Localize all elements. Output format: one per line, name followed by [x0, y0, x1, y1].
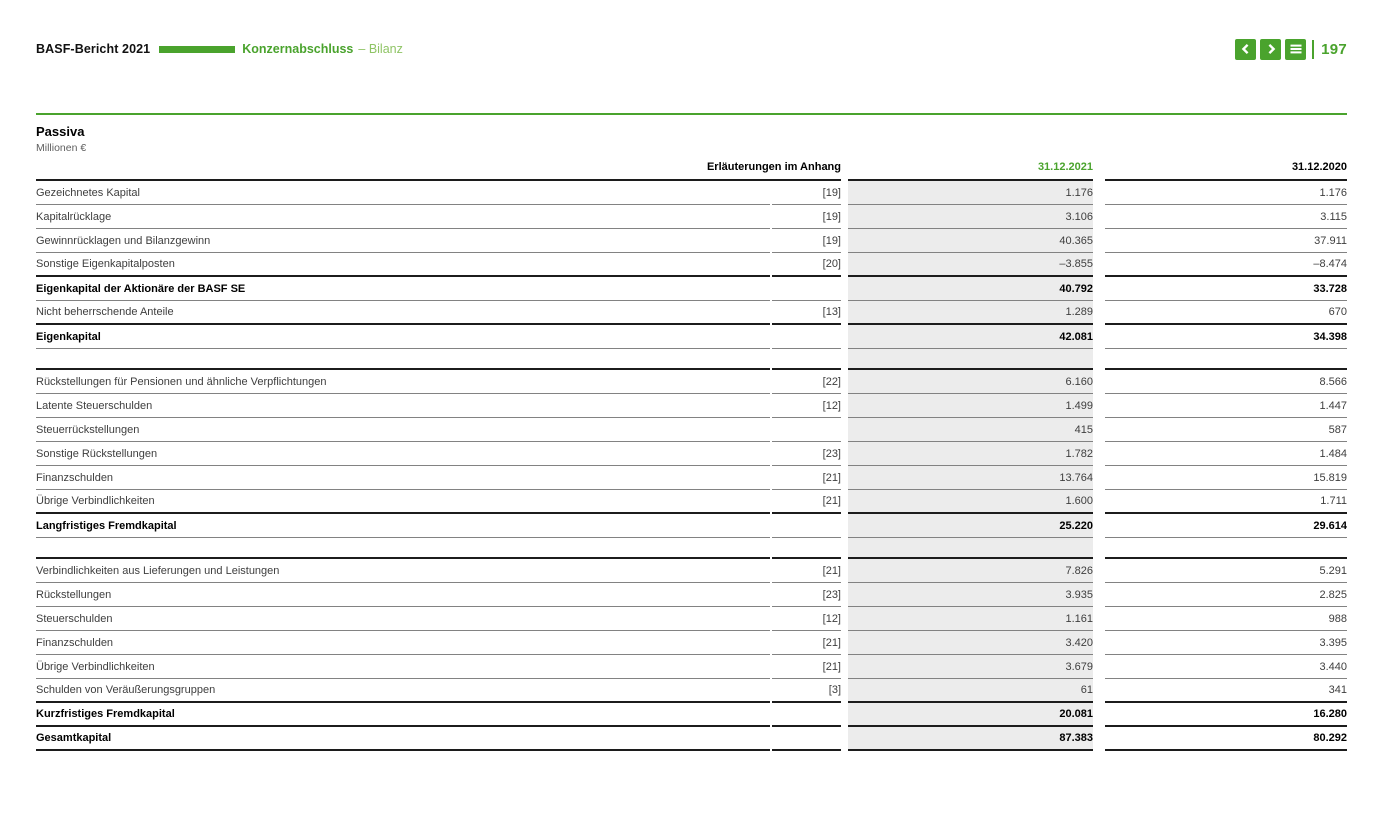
column-gap	[841, 466, 848, 490]
page-title: Passiva	[36, 124, 85, 139]
row-value-2020: 1.447	[1105, 394, 1347, 418]
column-gap	[841, 655, 848, 679]
column-gap	[1093, 253, 1105, 277]
row-value-2021: –3.855	[848, 253, 1093, 277]
table-row	[36, 370, 1347, 394]
row-value-2021: 87.383	[848, 727, 1093, 751]
column-gap	[841, 229, 848, 253]
row-value-2020: 15.819	[1105, 466, 1347, 490]
column-gap	[841, 418, 848, 442]
table-of-contents-button[interactable]	[1285, 39, 1306, 60]
column-gap	[1093, 679, 1105, 703]
column-gap	[841, 607, 848, 631]
row-label: Latente Steuerschulden	[36, 394, 770, 418]
row-value-2021: 415	[848, 418, 1093, 442]
table-row	[36, 559, 1347, 583]
row-value-2020: 3.440	[1105, 655, 1347, 679]
column-gap	[1093, 301, 1105, 325]
row-label: Eigenkapital	[36, 325, 770, 349]
column-gap	[1093, 490, 1105, 514]
table-row	[36, 301, 1347, 325]
column-gap	[1093, 181, 1105, 205]
column-gap	[1093, 325, 1105, 349]
page-number-divider	[1312, 40, 1314, 59]
row-value-2021: 3.935	[848, 583, 1093, 607]
row-note-ref	[772, 538, 841, 559]
row-note-ref	[772, 325, 841, 349]
row-note-ref: [12]	[772, 394, 841, 418]
column-gap	[841, 349, 848, 370]
breadcrumb-subsection: – Bilanz	[358, 42, 403, 56]
brand-bar	[159, 46, 235, 53]
column-gap	[841, 394, 848, 418]
column-gap	[841, 727, 848, 751]
column-gap	[1093, 538, 1105, 559]
row-note-ref: [19]	[772, 205, 841, 229]
row-value-2020	[1105, 349, 1347, 370]
row-value-2020: 1.484	[1105, 442, 1347, 466]
row-value-2020: 1.176	[1105, 181, 1347, 205]
row-label: Verbindlichkeiten aus Lieferungen und Leistungen	[36, 559, 770, 583]
row-label: Steuerschulden	[36, 607, 770, 631]
column-gap	[1093, 607, 1105, 631]
column-gap	[841, 490, 848, 514]
row-value-2021: 3.420	[848, 631, 1093, 655]
column-header-notes: Erläuterungen im Anhang	[36, 154, 841, 181]
row-label: Schulden von Veräußerungsgruppen	[36, 679, 770, 703]
row-value-2021: 1.289	[848, 301, 1093, 325]
table-row	[36, 205, 1347, 229]
breadcrumb-section[interactable]: Konzernabschluss	[242, 42, 354, 56]
table-row	[36, 607, 1347, 631]
row-note-ref	[772, 703, 841, 727]
table-header-row	[36, 154, 1347, 181]
row-value-2021: 61	[848, 679, 1093, 703]
next-page-button[interactable]	[1260, 39, 1281, 60]
row-value-2021: 25.220	[848, 514, 1093, 538]
row-value-2021: 3.106	[848, 205, 1093, 229]
column-gap	[841, 442, 848, 466]
row-label: Finanzschulden	[36, 466, 770, 490]
table-row	[36, 277, 1347, 301]
column-gap	[1093, 442, 1105, 466]
row-note-ref: [21]	[772, 655, 841, 679]
row-value-2021: 1.600	[848, 490, 1093, 514]
row-label	[36, 538, 770, 559]
column-gap	[841, 514, 848, 538]
row-value-2020: 1.711	[1105, 490, 1347, 514]
row-value-2020: 34.398	[1105, 325, 1347, 349]
column-gap	[1093, 394, 1105, 418]
row-value-2021	[848, 349, 1093, 370]
table-row	[36, 418, 1347, 442]
balance-sheet-table	[36, 154, 1347, 751]
table-row	[36, 583, 1347, 607]
row-label: Nicht beherrschende Anteile	[36, 301, 770, 325]
table-row	[36, 394, 1347, 418]
row-label: Eigenkapital der Aktionäre der BASF SE	[36, 277, 770, 301]
breadcrumb	[36, 42, 403, 56]
row-note-ref: [3]	[772, 679, 841, 703]
row-value-2021: 20.081	[848, 703, 1093, 727]
row-value-2021: 1.176	[848, 181, 1093, 205]
row-value-2020: 988	[1105, 607, 1347, 631]
column-gap	[1093, 583, 1105, 607]
row-value-2020: 29.614	[1105, 514, 1347, 538]
column-gap	[841, 181, 848, 205]
report-title: BASF-Bericht 2021	[36, 42, 151, 56]
row-label: Langfristiges Fremdkapital	[36, 514, 770, 538]
column-gap	[841, 583, 848, 607]
row-value-2020: 2.825	[1105, 583, 1347, 607]
row-note-ref	[772, 349, 841, 370]
row-value-2021: 3.679	[848, 655, 1093, 679]
row-note-ref: [19]	[772, 229, 841, 253]
row-value-2021: 1.161	[848, 607, 1093, 631]
row-label: Kurzfristiges Fremdkapital	[36, 703, 770, 727]
column-gap	[841, 325, 848, 349]
page-navigation	[1231, 39, 1347, 60]
row-label: Rückstellungen	[36, 583, 770, 607]
row-value-2020: 5.291	[1105, 559, 1347, 583]
row-value-2021: 7.826	[848, 559, 1093, 583]
table-row	[36, 514, 1347, 538]
column-gap	[1093, 418, 1105, 442]
row-value-2020: 3.395	[1105, 631, 1347, 655]
column-gap	[841, 703, 848, 727]
row-note-ref: [22]	[772, 370, 841, 394]
row-value-2021: 13.764	[848, 466, 1093, 490]
column-gap	[1093, 559, 1105, 583]
row-note-ref: [21]	[772, 559, 841, 583]
table-row	[36, 703, 1347, 727]
column-gap	[1093, 703, 1105, 727]
report-page	[36, 113, 1347, 751]
row-value-2021: 6.160	[848, 370, 1093, 394]
row-label	[36, 349, 770, 370]
column-gap	[1093, 370, 1105, 394]
row-note-ref: [12]	[772, 607, 841, 631]
column-gap	[1093, 466, 1105, 490]
column-gap	[841, 631, 848, 655]
top-bar	[36, 36, 1347, 62]
row-label: Steuerrückstellungen	[36, 418, 770, 442]
row-value-2020: 341	[1105, 679, 1347, 703]
row-label: Sonstige Eigenkapitalposten	[36, 253, 770, 277]
row-note-ref: [13]	[772, 301, 841, 325]
column-gap	[1093, 514, 1105, 538]
table-row	[36, 466, 1347, 490]
table-row	[36, 253, 1347, 277]
row-note-ref	[772, 277, 841, 301]
column-gap	[841, 370, 848, 394]
row-note-ref	[772, 418, 841, 442]
row-note-ref: [23]	[772, 442, 841, 466]
row-note-ref	[772, 514, 841, 538]
row-note-ref: [19]	[772, 181, 841, 205]
column-gap	[1093, 655, 1105, 679]
prev-page-button[interactable]	[1235, 39, 1256, 60]
row-value-2020: 80.292	[1105, 727, 1347, 751]
column-gap	[1093, 229, 1105, 253]
table-row	[36, 655, 1347, 679]
row-label: Finanzschulden	[36, 631, 770, 655]
table-row	[36, 490, 1347, 514]
column-header-2020: 31.12.2020	[1105, 154, 1347, 181]
row-value-2020: –8.474	[1105, 253, 1347, 277]
row-value-2021: 1.499	[848, 394, 1093, 418]
table-row	[36, 229, 1347, 253]
column-gap	[1093, 277, 1105, 301]
column-gap	[1093, 154, 1105, 181]
row-note-ref: [23]	[772, 583, 841, 607]
row-value-2020: 587	[1105, 418, 1347, 442]
column-header-2021: 31.12.2021	[848, 154, 1093, 181]
spacer-row	[36, 538, 1347, 559]
row-note-ref: [21]	[772, 490, 841, 514]
row-value-2020: 3.115	[1105, 205, 1347, 229]
chevron-left-icon	[1240, 43, 1252, 55]
row-value-2021: 1.782	[848, 442, 1093, 466]
row-value-2020: 670	[1105, 301, 1347, 325]
table-row	[36, 631, 1347, 655]
column-gap	[841, 205, 848, 229]
column-gap	[1093, 349, 1105, 370]
column-gap	[841, 679, 848, 703]
column-gap	[1093, 631, 1105, 655]
row-note-ref: [21]	[772, 631, 841, 655]
row-value-2021: 40.365	[848, 229, 1093, 253]
page-number: 197	[1321, 40, 1347, 58]
row-value-2021	[848, 538, 1093, 559]
table-row	[36, 727, 1347, 751]
row-label: Übrige Verbindlichkeiten	[36, 655, 770, 679]
column-gap	[1093, 727, 1105, 751]
row-label: Rückstellungen für Pensionen und ähnliche Verpflichtungen	[36, 370, 770, 394]
row-label: Kapitalrücklage	[36, 205, 770, 229]
menu-icon	[1290, 43, 1302, 55]
column-gap	[841, 559, 848, 583]
row-label: Gezeichnetes Kapital	[36, 181, 770, 205]
table-row	[36, 679, 1347, 703]
row-note-ref: [21]	[772, 466, 841, 490]
column-gap	[841, 154, 848, 181]
section-rule	[36, 113, 1347, 115]
row-label: Sonstige Rückstellungen	[36, 442, 770, 466]
row-label: Gesamtkapital	[36, 727, 770, 751]
chevron-right-icon	[1265, 43, 1277, 55]
column-gap	[841, 277, 848, 301]
row-value-2021: 40.792	[848, 277, 1093, 301]
table-row	[36, 442, 1347, 466]
spacer-row	[36, 349, 1347, 370]
unit-label: Millionen €	[36, 142, 87, 154]
column-gap	[1093, 205, 1105, 229]
column-gap	[841, 538, 848, 559]
row-note-ref: [20]	[772, 253, 841, 277]
table-row	[36, 325, 1347, 349]
row-value-2020: 16.280	[1105, 703, 1347, 727]
table-row	[36, 181, 1347, 205]
column-gap	[841, 301, 848, 325]
row-value-2020: 37.911	[1105, 229, 1347, 253]
row-label: Übrige Verbindlichkeiten	[36, 490, 770, 514]
row-value-2020	[1105, 538, 1347, 559]
row-label: Gewinnrücklagen und Bilanzgewinn	[36, 229, 770, 253]
column-gap	[841, 253, 848, 277]
row-value-2020: 8.566	[1105, 370, 1347, 394]
row-value-2021: 42.081	[848, 325, 1093, 349]
row-note-ref	[772, 727, 841, 751]
row-value-2020: 33.728	[1105, 277, 1347, 301]
